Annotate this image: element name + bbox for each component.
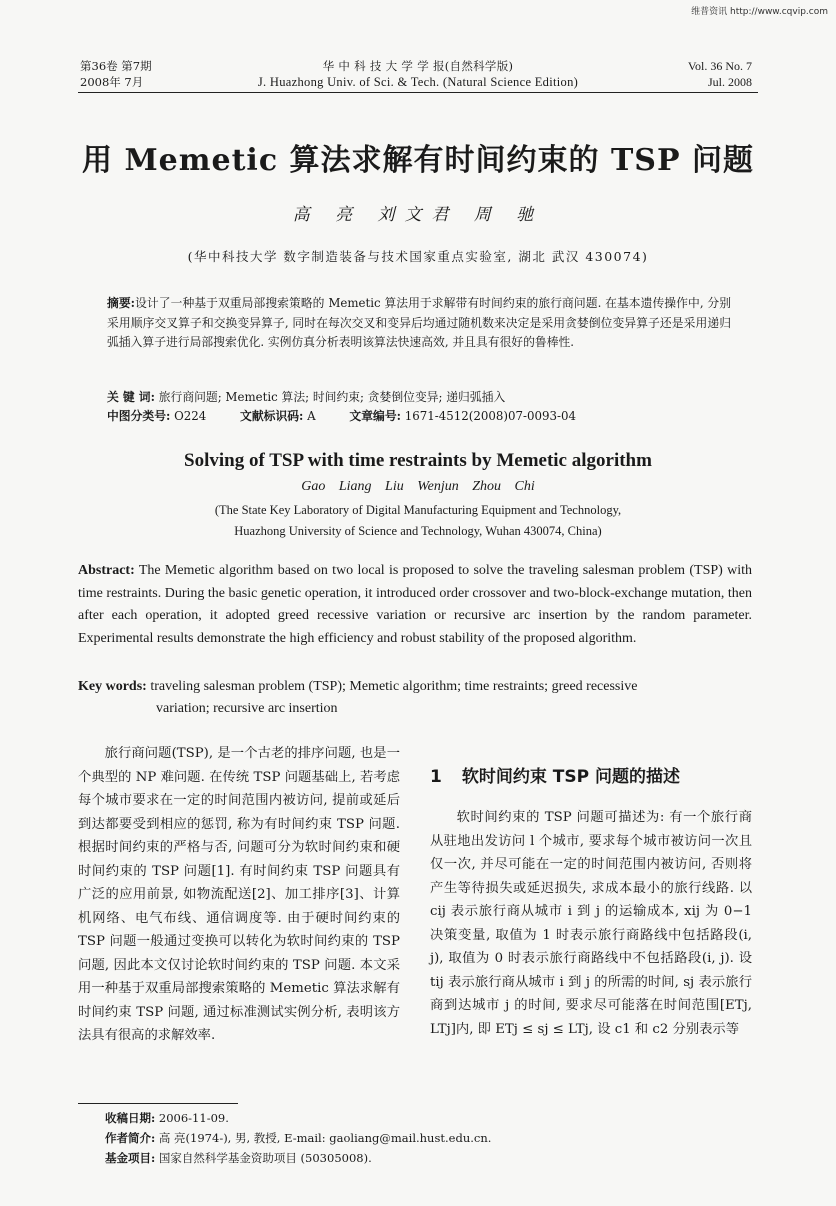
keywords-cn-text: 旅行商问题; Memetic 算法; 时间约束; 贪婪倒位变异; 递归弧插入 <box>158 390 506 404</box>
english-authors: Gao Liang Liu Wenjun Zhou Chi <box>301 479 535 494</box>
keywords-en-line2: variation; recursive arc insertion <box>156 701 338 716</box>
footnotes <box>105 1108 491 1168</box>
footnote-author: 作者简介: 高 亮(1974-), 男, 教授, E-mail: gaoliang@mail.hust.edu.cn. <box>105 1131 492 1145</box>
paper-title: 用 Memetic 算法求解有时间约束的 TSP 问题 <box>82 143 754 178</box>
english-affiliation-line1: (The State Key Laboratory of Digital Manufacturing Equipment and Technology, <box>214 503 622 517</box>
keywords-en-label: Key words: <box>78 679 147 694</box>
journal-name-en: J. Huazhong Univ. of Sci. & Tech. (Natural Science Edition) <box>257 75 579 89</box>
abstract-cn-label: 摘要: <box>107 296 136 310</box>
watermark: 维普资讯 http://www.cqvip.com <box>691 7 828 17</box>
month-year-en: Jul. 2008 <box>707 75 752 89</box>
journal-volume-en <box>688 58 752 90</box>
keywords-en-line1: traveling salesman problem (TSP); Memetic algorithm; time restraints; greed recessive <box>150 679 638 694</box>
english-title: Solving of TSP with time restraints by Memetic algorithm <box>184 450 652 471</box>
body-right-column: 软时间约束的 TSP 问题可描述为: 有一个旅行商从驻地出发访问 l 个城市, 要求每个城市被访问一次且仅一次, 并尽可能在一定的时间范围内被访问, 否则将产生等待损失或延迟损失, 求成本最小的旅行线路. 以 cij 表示旅行商从城市 i 到 j 的运输成本, xij 为 0−1 决策变量, 取值为 1 时表示旅行商路线中包括路段(i, j), 取值为 0 时表示旅行商路线中不包括路段(i, j). 设 tij 表示旅行商从城市 i 到 j 的所需的时间, sj 表示旅行商到达城市 j 的时间, 要求尽可能落在时间范围[ETj, LTj]内, 即 ETj ≤ sj ≤ LTj, 设 c1 和 c2 分别表示等 <box>430 810 752 1037</box>
clc-code: 中图分类号: O224 <box>107 409 207 423</box>
english-affiliation-line2: Huazhong University of Science and Technology, Wuhan 430074, China) <box>234 524 602 538</box>
journal-name-cn: 华 中 科 技 大 学 学 报(自然科学版) <box>322 59 514 73</box>
body-left-column: 旅行商问题(TSP), 是一个古老的排序问题, 也是一个典型的 NP 难问题. 在传统 TSP 问题基础上, 若考虑每个城市要求在一定的时间范围内被访问, 提前或延后到达都要受到相应的惩罚, 称为有时间约束 TSP 问题. 根据时间约束的严格与否, 问题可分为软时间约束和硬时间约束的 TSP 问题[1]. 有时间约束 TSP 问题具有广泛的应用前景, 如物流配送[2]、加工排序[3]、计算机网络、电气布线、通信调度等. 由于硬时间约束的 TSP 问题一般通过变换可以转化为软时间约束的 TSP 问题, 因此本文仅讨论软时间约束的 TSP 问题. 本文采用一种基于双重局部搜索策略的 Memetic 算法求解有时间约束 TSP 问题, 通过标准测试实例分析, 表明该方法具有很高的求解效率. <box>78 746 400 1043</box>
abstract-cn-text: 设计了一种基于双重局部搜索策略的 Memetic 算法用于求解带有时间约束的旅行商问题. 在基本遗传操作中, 分别采用顺序交叉算子和交换变异算子, 同时在每次交叉和变异后均通过随机数来决定是采用贪婪倒位变异算子还是采用递归弧插入算子进行局部搜索优化. 实例仿真分析表明该算法快速高效, 并且具有很好的鲁棒性. <box>107 296 732 349</box>
footnote-fund: 基金项目: 国家自然科学基金资助项目 (50305008). <box>105 1151 372 1165</box>
volume-issue: 第36卷 第7期 <box>80 59 152 73</box>
abstract-cn <box>107 294 731 353</box>
doc-code: 文献标识码: A <box>240 409 316 423</box>
abstract-en-text: The Memetic algorithm based on two local is proposed to solve the traveling salesman problem (TSP) with time restraints. During the basic genetic operation, it introduced order crossover and two-block-exchange mutation, then after each operation, it adopted greed recessive variation or recursive arc insertion by the random parameter. Experimental results demonstrate the high efficiency and robust stability of the proposed algorithm. <box>78 563 752 646</box>
volume-issue-en: Vol. 36 No. 7 <box>687 59 752 73</box>
footnote-rule <box>78 1103 238 1104</box>
keywords-en <box>78 676 752 720</box>
abstract-en-label: Abstract: <box>78 563 135 578</box>
year-month: 2008年 7月 <box>80 75 144 89</box>
keywords-cn <box>107 388 505 407</box>
article-number: 文章编号: 1671-4512(2008)07-0093-04 <box>349 409 576 423</box>
footnote-received: 收稿日期: 2006-11-09. <box>105 1111 229 1125</box>
classification-row <box>107 407 606 426</box>
affiliation: (华中科技大学 数字制造装备与技术国家重点实验室, 湖北 武汉 430074) <box>187 249 649 264</box>
author-list: 高 亮 刘文君 周 驰 <box>292 205 544 225</box>
header-rule <box>78 92 758 93</box>
section-title: 软时间约束 TSP 问题的描述 <box>461 767 680 787</box>
english-affiliation <box>0 500 836 542</box>
section-number: 1 <box>430 767 442 787</box>
keywords-cn-label: 关 键 词: <box>107 390 155 404</box>
abstract-en <box>78 560 752 650</box>
section-heading-1 <box>430 762 680 787</box>
